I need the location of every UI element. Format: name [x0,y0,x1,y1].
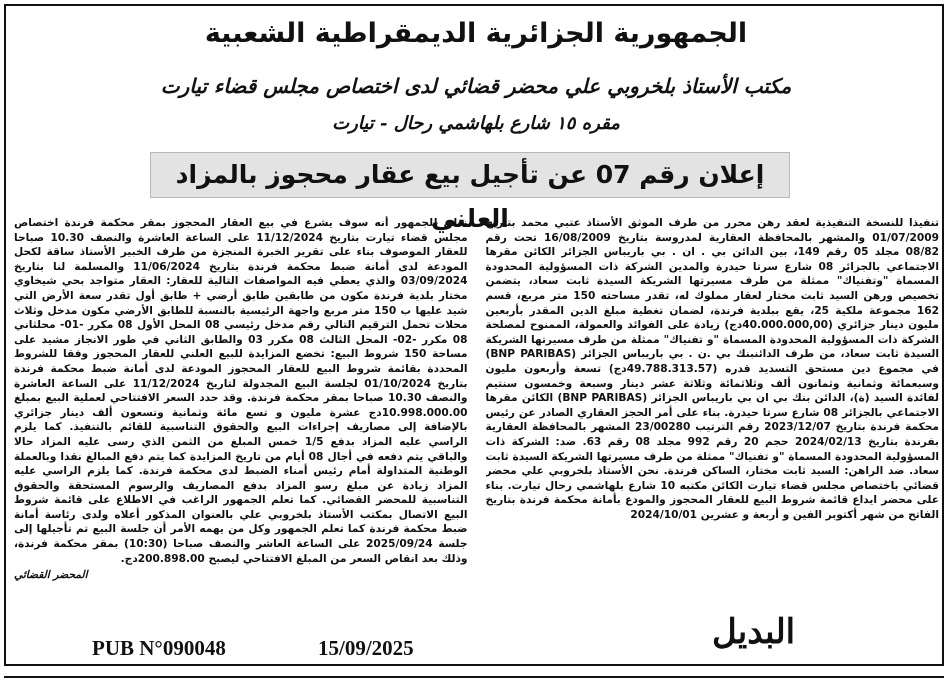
republic-heading: الجمهورية الجزائرية الديمقراطية الشعبية [204,18,748,49]
bottom-rule [4,676,944,678]
publication-date: 15/09/2025 [318,636,414,660]
newspaper-logo: البديل [712,612,796,652]
left-column-text: نعلن للجمهور أنه سوف يشرع في بيع العقار المحجوز بمقر محكمة فرندة اختصاص مجلس قضاء تيارت بتاريخ 11/12/2024 على الساعة العاشرة والنصف 10.30 صباحا للعقار الموصوف بناء على تقرير الخبرة المنجزة من طرف الخبير الأستاذ ساقة لكحل المودعة لدى أمانة ضبط محكمة فرندة بتاريخ 11/06/2024 والمسلمة لنا بتاريخ 03/09/2024 والذي يعطي فيه المواصفات التالية للعقار: العقار متواجد بحي شيخاوي مختار بلدية فرندة مكون من طابقين طابق أرضي + طابق أول تقدر سعة الأرض التي شيد عليها ب 150 متر مربع واجهة الرئيسية بالنسبة للطابق الأرضي مكون مدخل وثلاث محلات تحمل الترقيم التالي رقم مدخل رئيسي 08 المحل الأول 08 مكرر -01- محلثاني 08 مكرر -02- المحل الثالث 08 مكرر 03 والطابق الثاني في طور الانجاز مشيد على مساحة 150 شروط البيع: تخضع المزايدة للبيع العلني للعقار المحجوز وفقا للشروط المحددة بقائمة شروط البيع للعقار المحجوز المودعة لدى أمانة ضبط محكمة فرندة بتاريخ 01/10/2024 لجلسة البيع المجدولة لتاريخ 11/12/2024 على الساعة العاشرة والنصف 10.30 صباحا بمقر محكمة فرندة. وقد حدد السعر الافتتاحي لعملية البيع بمبلغ 10.998.000.00دج عشرة مليون و تسع مائة وثمانية وتسعون ألف دينار جزائري بالإضافة إلى مصاريف إجراءات البيع والحقوق التناسبية للقائم بالتنفيذ. كما يلزم الراسي عليه المزاد بدفع 1/5 خمس المبلغ من الثمن الذي رسى عليه المزاد حالا والباقي يتم دفعه في أجال 08 أيام من تاريخ المزايدة كما يتم دفع المبالغ نقدا وبالعملة الوطنية المتداولة أمام رئيس أمناء الضبط لدى محكمة فرندة. كما يلزم الراسي عليه المزاد زيادة عن مبلغ رسو المزاد بدفع المصاريف والرسوم المستحقة والحقوق التناسبية للمحضر القضائي. كما تعلم الجمهور الراغب في الاطلاع على قائمة شروط البيع الاتصال بمكتب الأستاذ بلخروبي علي بالعنوان المذكور أعلاه ولدى رئاسة أمانة ضبط محكمة فرندة كما تعلم الجمهور وكل من يهمه الأمر أن جلسة البيع تم تأجيلها إلى جلسة 2025/09/24 على الساعة العاشر والنصف صباحا (10:30) بمقر محكمة فرندة، وذلك بعد انقاص السعر من المبلغ الافتتاحي ليصبح 200.898.00دج. [14,217,468,565]
right-column-text: تنفيذا للنسخة التنفيذية لعقد رهن محرر من طرف الموثق الأستاذ عتبي محمد بتاريخ 01/07/2009 والمشهر بالمحافظة العقارية لمدروسة بتاريخ 16/08/2009 تحت رقم 08/82 مجلد 05 رقم 149، بين الدائن بي . ان . بي باريباس الجزائر الكائن مقرها الاجتماعي بالجزائر 08 شارع سرتا حيدرة والمدين الشركة ذات المسؤولية المحدودة المسماة "وتفنياك" ممثلة من طرف مسيرتها الشريكة السيدة ثابت سعاد، يتضمن تخصيص ورهن السيد ثابت مختار لعقار مملوك له، تقدر مساحته 150 متر مربع، قسم 162 مجموعة ملكية 25، يقع ببلدية فرندة، لضمان تغطية مبلغ الدين المقدر بأربعين مليون دينار جزائري (40.000.000,00دج) زيادة على الفوائد والعمولة، الممنوح لمصلحة الشركة ذات المسؤولية المحدودة المسماة "و تفنياك" ممثلة من طرف مسيرتها الشريكة السيدة ثابت سعاد، من طرف الدائنبنك بي .ن . بي باريباس الجزائر (BNP PARIBAS) في مجموع دين مستحق التسديد قدره (49.788.313.57دج) تسعة وأربعون مليون وسبعمائة وثمانية وثمانون ألف وثلاثمائة وثلاثة عشر دينار وسبعة وخمسون سنتيم لفائدة السيد (ة)، الدائن بنك بي ان بي باريباس الجزائر (BNP PARIBAS) الكائن مقرها الاجتماعي بالجزائر 08 شارع سرتا حيدرة. بناء على أمر الحجز العقاري الصادر عن رئيس محكمة فرندة بتاريخ 2023/12/07 رقم الترتيب 23/00280 المشهر بالمحافظة العقارية بفرندة بتاريخ 2024/02/13 حجم 20 رقم 992 مجلد 08 رقم 63. ضد: الشركة ذات المسؤولية المحدودة المسماة "و تفنياك" ممثلة من طرف مسيرتها الشريكة السيدة ثابت سعاد. ضد الراهن: السيد ثابت مختار، الساكن فرندة. نحن الأستاذ بلخروبي علي محضر قضائي باختصاص مجلس قضاء تيارت الكائن مكتبه 10 شارع بلهاشمي رحال تيارت. بناء على محضر ايداع قائمة شروط البيع للعقار المحجوز والمودع بأمانة محكمة فرندة بتاريخ الفاتح من شهر أكتوبر الفين و أربعة و عشرين 2024/10/01 [485,217,939,521]
signature: المحضر القضائي [14,569,88,582]
announcement-title: إعلان رقم 07 عن تأجيل بيع عقار محجوز بالمزاد العلني [150,152,790,198]
office-address: مقره ١٥ شارع بلهاشمي رحال - تيارت [332,113,620,134]
body-columns [14,216,939,626]
office-heading: مكتب الأستاذ بلخروبي علي محضر قضائي لدى اختصاص مجلس قضاء تيارت [160,74,792,98]
left-column [14,216,468,626]
pub-number: PUB N°090048 [92,636,226,660]
right-column [486,216,940,626]
